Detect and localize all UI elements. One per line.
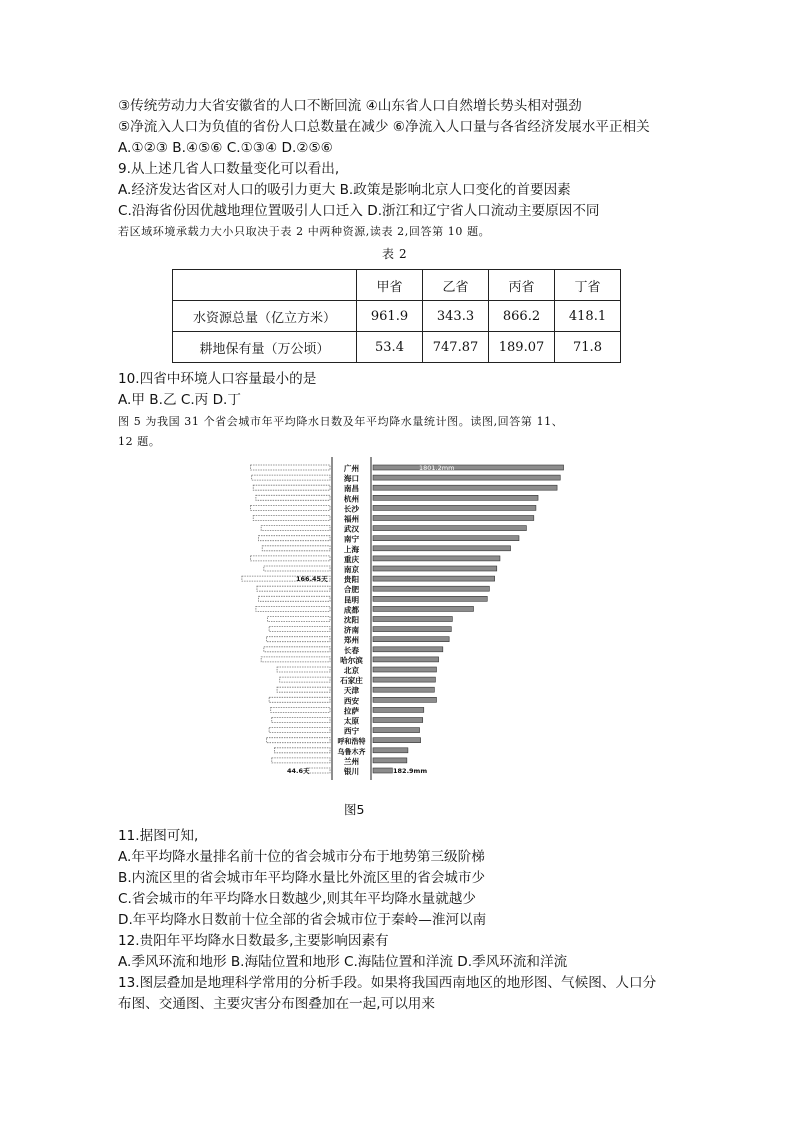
figure-intro-1: 图 5 为我国 31 个省会城市年平均降水日数及年平均降水量统计图。读图,回答第 11、 — [118, 415, 564, 428]
table-header-row — [173, 270, 621, 301]
precip-bar — [373, 505, 536, 510]
city-label: 石家庄 — [340, 676, 363, 686]
days-bar — [264, 647, 330, 652]
figure-intro-2: 12 题。 — [118, 435, 161, 448]
table-header-cell: 乙省 — [423, 270, 489, 301]
precip-bar — [373, 657, 439, 662]
figure-caption: 图5 — [344, 802, 365, 817]
days-bar — [261, 526, 330, 531]
city-label: 长春 — [343, 645, 360, 655]
precip-bar — [373, 495, 538, 500]
table-cell: 866.2 — [489, 301, 555, 332]
days-bar — [274, 748, 330, 753]
table-header-cell: 丙省 — [489, 270, 555, 301]
q11-option-c: C.省会城市的年平均降水日数越少,则其年平均降水量就越少 — [118, 891, 476, 907]
precip-bar — [373, 526, 526, 531]
city-label: 南宁 — [343, 534, 360, 544]
days-bar — [256, 606, 330, 611]
days-bar — [253, 516, 330, 521]
days-bar — [256, 495, 330, 500]
days-bar — [271, 707, 330, 712]
city-label: 杭州 — [343, 494, 360, 504]
option-line-1: ③传统劳动力大省安徽省的人口不断回流 ④山东省人口自然增长势头相对强劲 — [118, 98, 582, 114]
precip-bar — [373, 465, 564, 470]
q11-stem: 11.据图可知, — [118, 828, 199, 844]
precipitation-chart — [240, 455, 570, 780]
table-cell: 水资源总量（亿立方米） — [173, 301, 357, 332]
city-label: 呼和浩特 — [337, 737, 366, 746]
days-bar — [252, 475, 330, 480]
precip-bar — [373, 596, 487, 601]
city-label: 合肥 — [343, 585, 360, 595]
q9-stem: 9.从上述几省人口数量变化可以看出, — [118, 161, 340, 177]
precip-bar — [373, 556, 500, 561]
precip-bar — [373, 718, 423, 723]
days-bar — [268, 617, 330, 622]
table-header-cell — [173, 270, 357, 301]
precip-bar — [373, 748, 408, 753]
precip-bar — [373, 768, 392, 773]
precip-bar — [373, 647, 443, 652]
precip-bar — [373, 576, 495, 581]
precip-bar — [373, 707, 424, 712]
days-bar — [264, 566, 330, 571]
q10-options: A.甲 B.乙 C.丙 D.丁 — [118, 392, 241, 408]
precip-bar — [373, 697, 436, 702]
table-cell: 961.9 — [357, 301, 423, 332]
days-bar — [266, 637, 330, 642]
precip-bar — [373, 758, 407, 763]
days-bar — [280, 677, 330, 682]
city-label: 济南 — [343, 625, 360, 635]
days-bar — [269, 697, 330, 702]
days-bar — [261, 657, 330, 662]
city-label: 重庆 — [343, 554, 360, 564]
city-label: 乌鲁木齐 — [337, 747, 366, 756]
city-label: 上海 — [343, 544, 360, 554]
city-label: 太原 — [343, 716, 360, 726]
data-label: 166.45天 — [296, 575, 328, 584]
q9-options-ab: A.经济发达省区对人口的吸引力更大 B.政策是影响北京人口变化的首要因素 — [118, 182, 571, 198]
precip-bar — [373, 667, 436, 672]
precip-bar — [373, 546, 511, 551]
table-intro: 若区域环境承载力大小只取决于表 2 中两种资源,读表 2,回答第 10 题。 — [118, 225, 491, 238]
q11-option-d: D.年平均降水日数前十位全部的省会城市位于秦岭—淮河以南 — [118, 912, 487, 928]
days-bar — [266, 738, 330, 743]
days-bar — [277, 687, 330, 692]
precip-bar — [373, 677, 435, 682]
table-cell: 71.8 — [555, 332, 621, 363]
precip-bar — [373, 485, 557, 490]
data-label: 182.9mm — [393, 767, 428, 775]
days-bar — [306, 768, 330, 773]
table-header-cell: 甲省 — [357, 270, 423, 301]
days-bar — [251, 465, 330, 470]
days-bar — [269, 627, 330, 632]
city-label: 贵阳 — [343, 575, 360, 585]
precip-bar — [373, 738, 421, 743]
city-label: 天津 — [343, 686, 360, 696]
precip-bar — [373, 627, 451, 632]
city-label: 福州 — [343, 514, 360, 524]
city-label: 沈阳 — [343, 615, 360, 625]
q12-stem: 12.贵阳年平均降水日数最多,主要影响因素有 — [118, 933, 389, 949]
data-label: 44.6天 — [287, 767, 310, 775]
table-cell: 53.4 — [357, 332, 423, 363]
days-bar — [272, 718, 330, 723]
days-bar — [257, 586, 330, 591]
q8-answers: A.①②③ B.④⑤⑥ C.①③④ D.②⑤⑥ — [118, 140, 333, 156]
q10-stem: 10.四省中环境人口容量最小的是 — [118, 371, 317, 387]
days-bar — [259, 596, 330, 601]
data-label: 1801.2mm — [419, 464, 455, 472]
days-bar — [269, 728, 330, 733]
city-label: 成都 — [343, 605, 360, 615]
city-label: 南京 — [343, 565, 360, 574]
city-label: 武汉 — [343, 524, 360, 534]
city-label: 北京 — [343, 666, 360, 675]
days-bar — [251, 556, 330, 561]
q11-option-a: A.年平均降水量排名前十位的省会城市分布于地势第三级阶梯 — [118, 849, 485, 865]
table-cell: 耕地保有量（万公顷） — [173, 332, 357, 363]
precip-bar — [373, 637, 449, 642]
precip-bar — [373, 566, 497, 571]
table-row — [173, 332, 621, 363]
q13-stem-1: 13.图层叠加是地理科学常用的分析手段。如果将我国西南地区的地形图、气候图、人口分 — [118, 975, 657, 991]
city-label: 长沙 — [343, 504, 360, 514]
q9-options-cd: C.沿海省份因优越地理位置吸引人口迁入 D.浙江和辽宁省人口流动主要原因不同 — [118, 203, 600, 219]
city-label: 郑州 — [343, 635, 360, 645]
city-label: 海口 — [343, 474, 360, 484]
city-label: 银川 — [343, 767, 360, 776]
option-line-2: ⑤净流入人口为负值的省份人口总数量在减少 ⑥净流入人口量与各省经济发展水平正相关 — [118, 119, 650, 135]
days-bar — [272, 758, 330, 763]
precip-bar — [373, 687, 434, 692]
city-label: 广州 — [343, 464, 360, 473]
precip-bar — [373, 516, 534, 521]
table-header-cell: 丁省 — [555, 270, 621, 301]
table-cell: 418.1 — [555, 301, 621, 332]
city-label: 西安 — [343, 696, 360, 706]
days-bar — [262, 546, 330, 551]
days-bar — [253, 485, 330, 490]
table-cell: 189.07 — [489, 332, 555, 363]
city-label: 西宁 — [343, 726, 360, 736]
table-title: 表 2 — [382, 247, 408, 261]
q11-option-b: B.内流区里的省会城市年平均降水量比外流区里的省会城市少 — [118, 870, 486, 886]
days-bar — [251, 505, 330, 510]
city-label: 昆明 — [343, 595, 360, 605]
city-label: 哈尔滨 — [340, 655, 363, 665]
days-bar — [277, 667, 330, 672]
q12-options: A.季风环流和地形 B.海陆位置和地形 C.海陆位置和洋流 D.季风环流和洋流 — [118, 954, 568, 970]
q13-stem-2: 布图、交通图、主要灾害分布图叠加在一起,可以用来 — [118, 996, 435, 1012]
table-cell: 343.3 — [423, 301, 489, 332]
precip-bar — [373, 475, 560, 480]
precip-bar — [373, 536, 519, 541]
days-bar — [259, 536, 330, 541]
table-cell: 747.87 — [423, 332, 489, 363]
city-label: 兰州 — [343, 756, 360, 766]
precip-bar — [373, 586, 489, 591]
precip-bar — [373, 606, 474, 611]
precip-bar — [373, 728, 420, 733]
city-label: 南昌 — [343, 484, 360, 494]
table-row — [173, 301, 621, 332]
table-2 — [172, 269, 621, 363]
precip-bar — [373, 617, 452, 622]
city-label: 拉萨 — [343, 706, 360, 716]
